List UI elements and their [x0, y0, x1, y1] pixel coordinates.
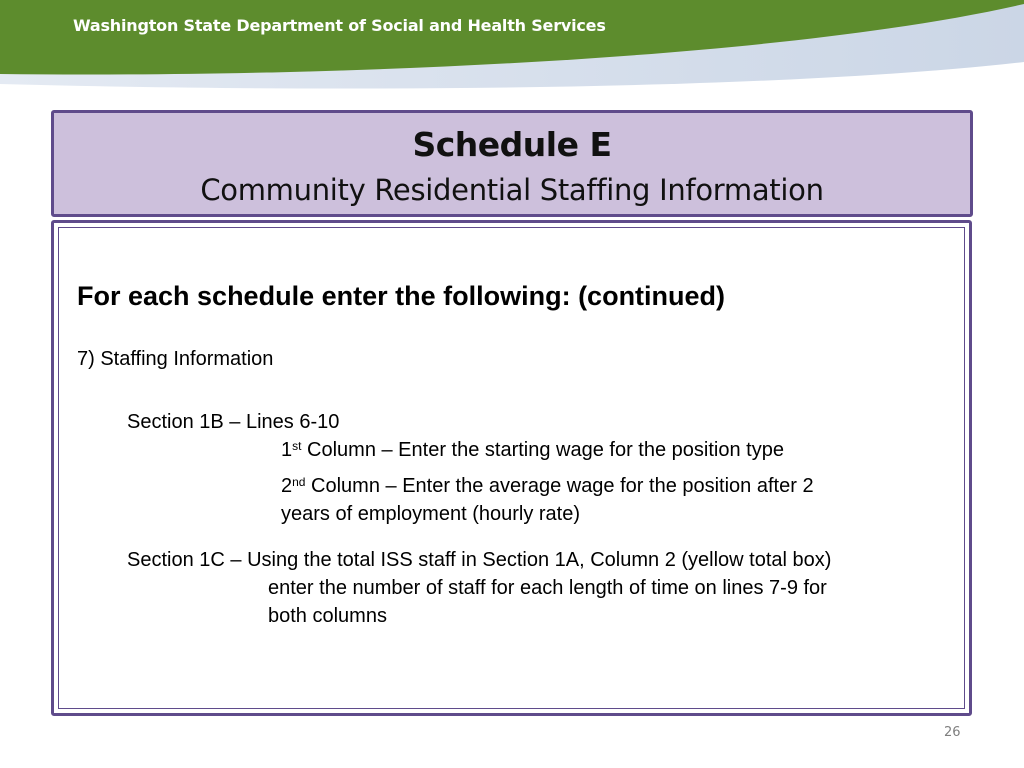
section-1c-line-3: both columns	[268, 605, 387, 627]
column-2-number: 2	[281, 475, 293, 497]
column-1-superscript: st	[292, 439, 302, 453]
section-1b-column-2	[281, 472, 814, 500]
slide-subtitle: Community Residential Staffing Information	[200, 173, 824, 207]
section-1c-label: Section 1C – Using the total ISS staff in Section 1A, Column 2 (yellow total box)	[127, 549, 832, 571]
section-1b-column-2-continued: years of employment (hourly rate)	[281, 503, 581, 525]
column-1-number: 1	[281, 439, 293, 461]
column-2-text: Column – Enter the average wage for the position after 2	[305, 475, 814, 497]
header-band	[0, 0, 1024, 90]
organization-name: Washington State Department of Social and Health Services	[73, 16, 606, 35]
header-swoosh	[0, 0, 1024, 90]
section-1c-line-2: enter the number of staff for each length of time on lines 7-9 for	[268, 577, 827, 599]
section-1b-label: Section 1B – Lines 6-10	[127, 411, 340, 433]
title-box	[51, 110, 973, 217]
column-1-text: Column – Enter the starting wage for the position type	[301, 439, 784, 461]
slide-title: Schedule E	[412, 125, 612, 164]
column-2-superscript: nd	[292, 475, 306, 489]
content-heading: For each schedule enter the following: (continued)	[77, 281, 726, 311]
page-number: 26	[944, 725, 961, 740]
section-1b-column-1	[281, 436, 784, 464]
item-staffing-information: 7) Staffing Information	[77, 348, 274, 370]
